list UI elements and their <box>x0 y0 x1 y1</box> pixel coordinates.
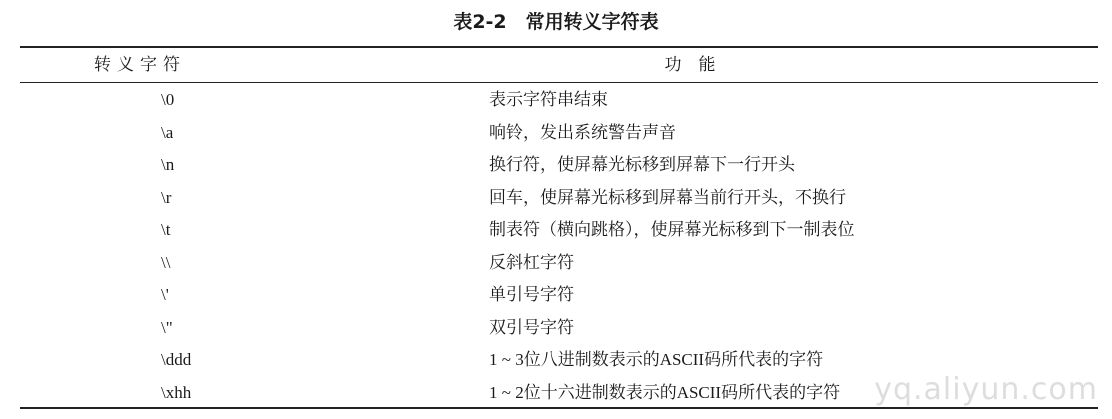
function-cell: 制表符（横向跳格），使屏幕光标移到下一制表位 <box>489 220 855 239</box>
function-cell: 1 ~ 3位八进制数表示的ASCII码所代表的字符 <box>489 350 824 369</box>
function-cell: 回车，使屏幕光标移到屏幕当前行开头，不换行 <box>489 187 846 207</box>
escape-code-cell: \xhh <box>161 382 192 402</box>
escape-code-cell: \' <box>161 285 169 304</box>
watermark: yq.aliyun.com <box>874 372 1098 407</box>
table-row <box>20 117 1098 150</box>
function-cell: 反斜杠字符 <box>489 252 574 272</box>
column-header-function: 功 能 <box>664 55 716 75</box>
function-cell: 响铃，发出系统警告声音 <box>489 122 676 142</box>
function-cell: 单引号字符 <box>489 285 574 304</box>
table-bottom-rule <box>20 407 1098 409</box>
table-row <box>20 312 1098 345</box>
function-cell: 双引号字符 <box>489 317 574 337</box>
escape-code-cell: \n <box>161 155 175 174</box>
table-row <box>20 84 1098 117</box>
table-row <box>20 149 1098 182</box>
table-row <box>20 279 1098 312</box>
escape-code-cell: \" <box>161 317 173 337</box>
escape-code-cell: \a <box>161 122 174 142</box>
function-cell: 表示字符串结束 <box>489 90 608 109</box>
column-header-escape-char: 转义字符 <box>94 55 186 75</box>
table-header-row <box>20 49 1098 82</box>
table-row <box>20 247 1098 280</box>
table-top-rule <box>20 46 1098 48</box>
table-body <box>20 84 1098 409</box>
table-row <box>20 214 1098 247</box>
escape-code-cell: \\ <box>161 252 171 272</box>
table-header-rule <box>20 82 1098 83</box>
escape-code-cell: \0 <box>161 90 175 109</box>
function-cell: 换行符，使屏幕光标移到屏幕下一行开头 <box>489 155 795 174</box>
table-caption: 表2-2 常用转义字符表 <box>453 11 659 33</box>
function-cell: 1 ~ 2位十六进制数表示的ASCII码所代表的字符 <box>489 382 841 402</box>
escape-code-cell: \t <box>161 220 171 239</box>
escape-code-cell: \r <box>161 187 172 207</box>
table-row <box>20 182 1098 215</box>
escape-code-cell: \ddd <box>161 350 192 369</box>
